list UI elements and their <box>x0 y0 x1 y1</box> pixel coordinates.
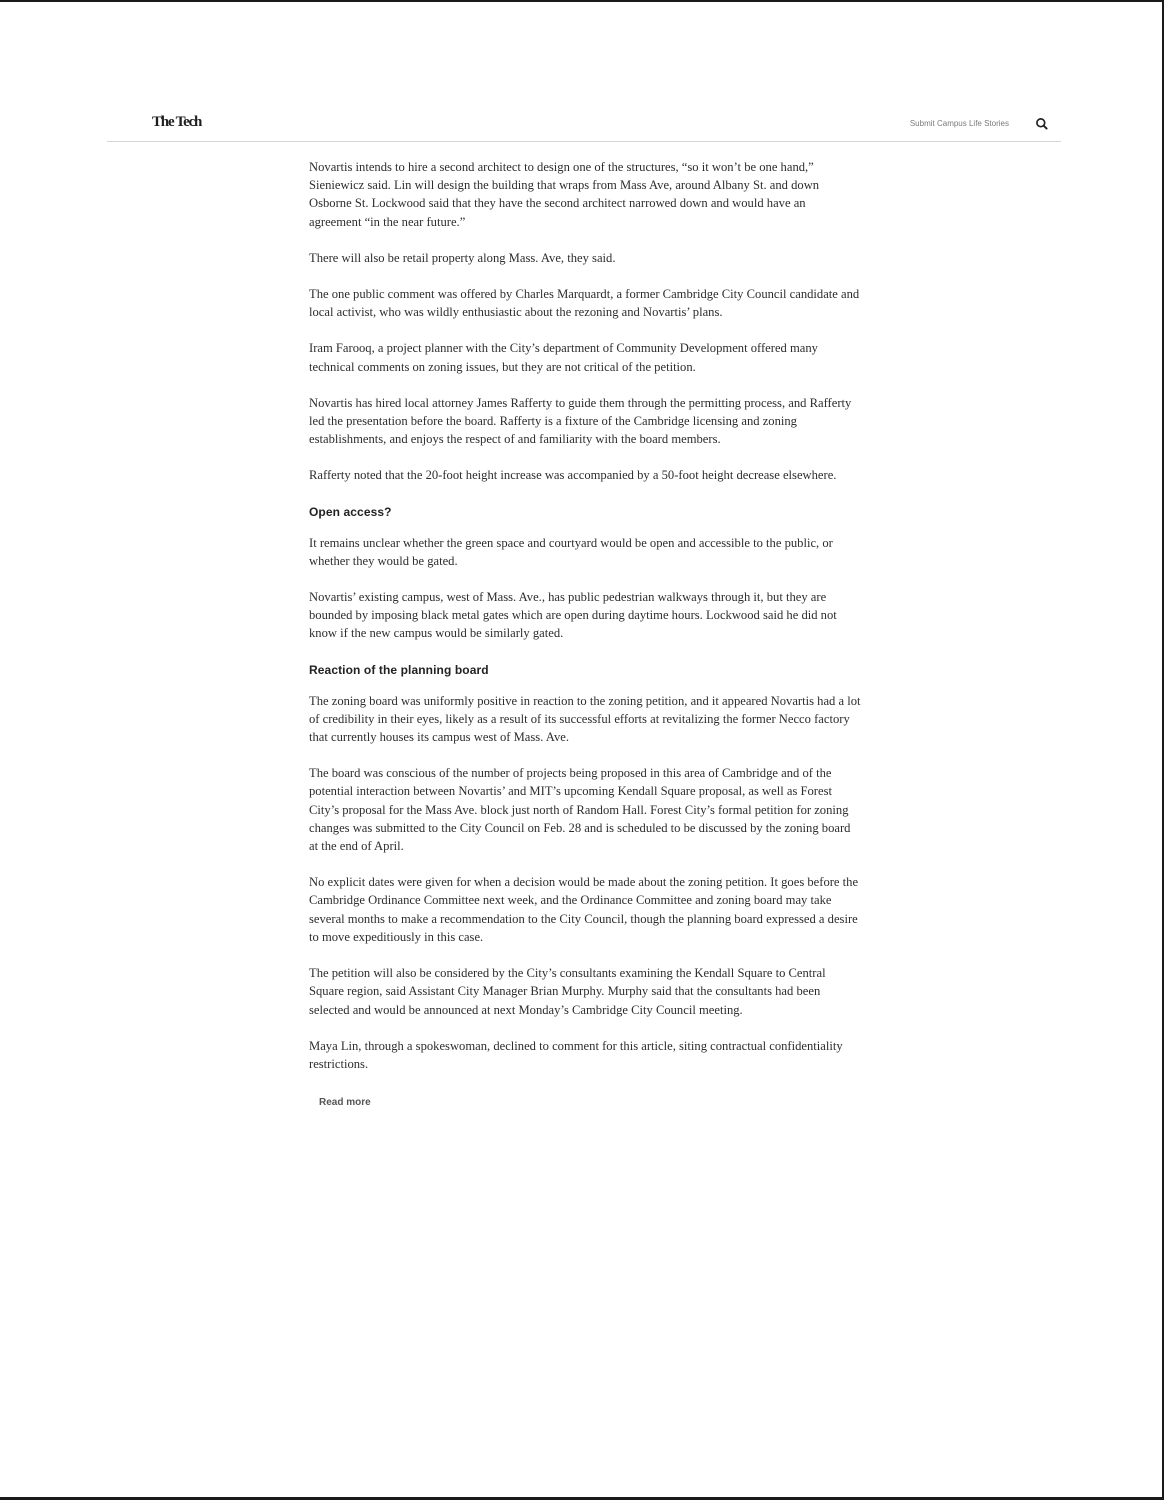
site-logo[interactable]: The Tech <box>152 114 202 130</box>
section-heading-reaction: Reaction of the planning board <box>309 662 489 677</box>
article-body <box>309 158 861 1110</box>
article-paragraph: There will also be retail property along Mass. Ave, they said. <box>309 250 616 265</box>
article-paragraph: The zoning board was uniformly positive in reaction to the zoning petition, and it appeared Novartis had a lot of credibility in their eyes, likely as a result of its successful efforts at revitalizing the former Necco factory that currently houses its campus west of Mass. Ave. <box>309 693 861 745</box>
search-icon[interactable] <box>1035 117 1049 131</box>
article-paragraph: It remains unclear whether the green space and courtyard would be open and accessible to the public, or whether they would be gated. <box>309 535 833 568</box>
article-paragraph: Novartis’ existing campus, west of Mass. Ave., has public pedestrian walkways through it, but they are bounded by imposing black metal gates which are open during daytime hours. Lockwood said he did not know if the new campus would be similarly gated. <box>309 590 837 641</box>
submit-campus-life-stories-link[interactable]: Submit Campus Life Stories <box>909 119 1009 128</box>
scan-border-top <box>0 0 1164 2</box>
section-heading-open-access: Open access? <box>309 504 392 519</box>
article-paragraph: Iram Farooq, a project planner with the City’s department of Community Development offered many technical comments on zoning issues, but they are not critical of the petition. <box>309 341 818 374</box>
article-paragraph: The one public comment was offered by Charles Marquardt, a former Cambridge City Council candidate and local activist, who was wildly enthusiastic about the rezoning and Novartis’ plans. <box>309 287 860 320</box>
article-paragraph: Maya Lin, through a spokeswoman, declined to comment for this article, siting contractual confidentiality restrictions. <box>309 1038 843 1071</box>
site-header <box>107 108 1061 142</box>
article-paragraph: No explicit dates were given for when a decision would be made about the zoning petition. It goes before the Cambridge Ordinance Committee next week, and the Ordinance Committee and zoning board may take several months to make a recommendation to the City Council, though the planning board expressed a desire to move expeditiously in this case. <box>309 875 859 944</box>
read-more-link[interactable]: Read more <box>319 1097 371 1109</box>
search-icon-glyph <box>1035 117 1049 131</box>
article-paragraph: Novartis intends to hire a second architect to design one of the structures, “so it won’t be one hand,” Sieniewicz said. Lin will design the building that wraps from Mass Ave, around Albany St. and down Osborne St. Lockwood said that they have the second architect narrowed down and would have an agreement “in the near future.” <box>309 160 820 229</box>
article-paragraph: The board was conscious of the number of projects being proposed in this area of Cambridge and of the potential interaction between Novartis’ and MIT’s upcoming Kendall Square proposal, as well as Forest City’s proposal for the Mass Ave. block just north of Random Hall. Forest City’s formal petition for zoning changes was submitted to the City Council on Feb. 28 and is scheduled to be discussed by the zoning board at the end of April. <box>309 766 851 854</box>
article-paragraph: The petition will also be considered by the City’s consultants examining the Kendall Square to Central Square region, said Assistant City Manager Brian Murphy. Murphy said that the consultants had been selected and would be announced at next Monday’s Cambridge City Council meeting. <box>309 966 826 1017</box>
article-paragraph: Rafferty noted that the 20-foot height increase was accompanied by a 50-foot height decrease elsewhere. <box>309 468 837 483</box>
article-paragraph: Novartis has hired local attorney James Rafferty to guide them through the permitting process, and Rafferty led the presentation before the board. Rafferty is a fixture of the Cambridge licensing and zoning establishments, and enjoys the respect of and familiarity with the board members. <box>309 395 852 447</box>
